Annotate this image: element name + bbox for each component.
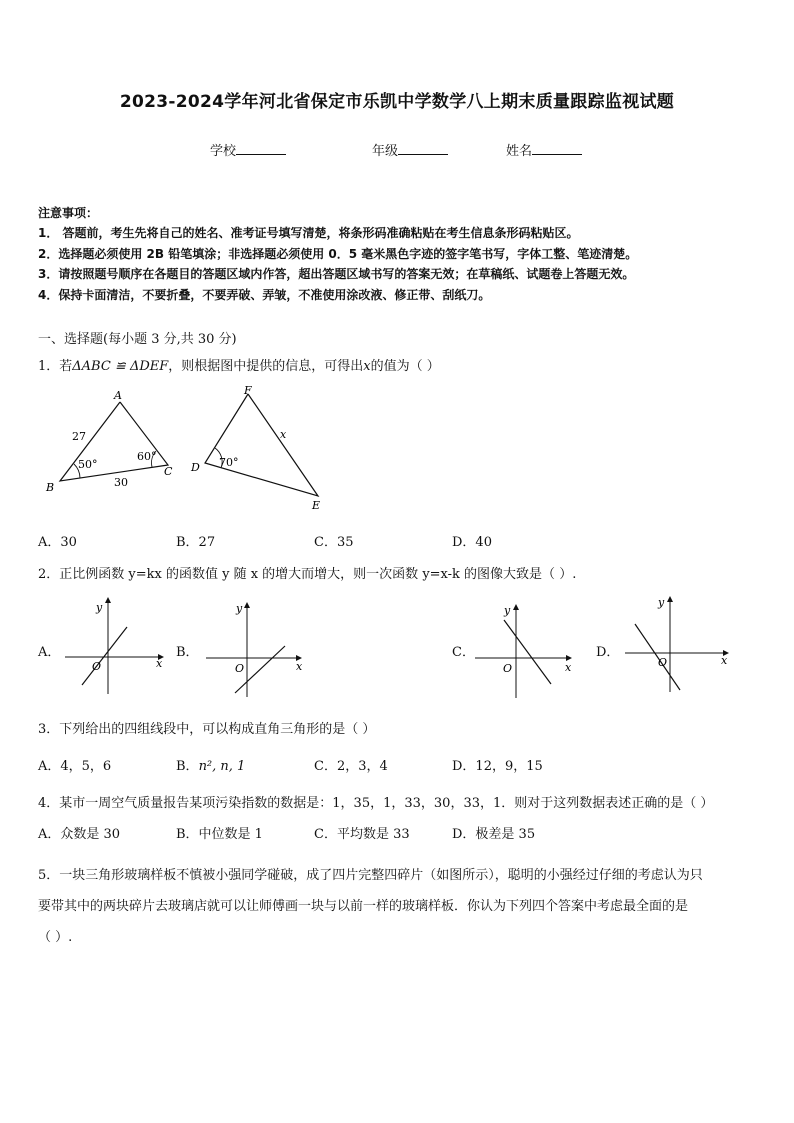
name-label: 姓名: [506, 144, 533, 159]
origin-label: O: [503, 662, 513, 675]
angle-b-label: 50°: [78, 458, 98, 471]
question-4-text: 4．某市一周空气质量报告某项污染指数的数据是：1，35，1，33，30，33，1．则对于这列数据表述正确的是（ ）: [38, 796, 714, 811]
side-fe-label: x: [280, 428, 287, 441]
question-2-text: 2．正比例函数 y=kx 的函数值 y 随 x 的增大而增大，则一次函数 y=x-k 的图像大致是（ ）.: [38, 567, 577, 582]
grade-label: 年级: [372, 144, 399, 159]
side-bc-label: 30: [114, 476, 128, 489]
note-item-4: 4．保持卡面清洁，不要折叠，不要弄破、弄皱，不准使用涂改液、修正带、刮纸刀。: [38, 288, 491, 302]
q2-graph-b: [200, 598, 310, 703]
note-item-2: 2．选择题必须使用 2B 铅笔填涂；非选择题必须使用 0．5 毫米黑色字迹的签字笔书写，字体工整、笔迹清楚。: [38, 247, 638, 261]
q1-text-end: 的值为（ ）: [370, 359, 440, 374]
question-5-line-1: 5．一块三角形玻璃样板不慎被小强同学碰破，成了四片完整四碎片（如图所示），聪明的小强经过仔细的考虑认为只: [38, 868, 703, 883]
axis-y-label: y: [658, 596, 665, 609]
origin-label: O: [235, 662, 245, 675]
q4-option-c[interactable]: C．平均数是 33: [314, 827, 410, 842]
name-blank: [532, 142, 582, 155]
q2-option-c-label[interactable]: C．: [452, 645, 475, 660]
vertex-f-label: F: [244, 384, 252, 397]
q3-option-b-formula: n², n, 1: [198, 759, 246, 774]
q1-option-d[interactable]: D．40: [452, 535, 492, 550]
vertex-a-label: A: [114, 389, 122, 402]
axis-x-label: x: [565, 661, 572, 674]
note-item-1: 1． 答题前，考生先将自己的姓名、准考证号填写清楚，将条形码准确粘贴在考生信息条形码粘贴区。: [38, 226, 579, 240]
side-ab-label: 27: [72, 430, 86, 443]
vertex-b-label: B: [46, 481, 55, 494]
vertex-d-label: D: [191, 461, 200, 474]
grade-field: [372, 140, 448, 159]
axis-y-label: y: [96, 601, 103, 614]
q1-option-a[interactable]: A．30: [38, 535, 77, 550]
school-label: 学校: [210, 144, 237, 159]
vertex-c-label: C: [164, 465, 173, 478]
school-blank: [236, 142, 286, 155]
axis-x-label: x: [156, 657, 163, 670]
notes-heading: 注意事项：: [38, 206, 99, 220]
q4-option-d[interactable]: D．极差是 35: [452, 827, 536, 842]
axis-y-label: y: [236, 602, 243, 615]
q2-graph-c: [470, 598, 580, 703]
q1-formula: ΔABC ≌ ΔDEF: [72, 359, 169, 374]
triangle-abc-figure: [40, 385, 190, 500]
q2-graph-d: [620, 590, 735, 695]
angle-c-label: 60°: [137, 450, 157, 463]
triangle-def-figure: [188, 380, 338, 515]
axis-x-label: x: [296, 660, 303, 673]
question-3-text: 3．下列给出的四组线段中，可以构成直角三角形的是（ ）: [38, 722, 376, 737]
q1-number: 1．若: [38, 359, 73, 374]
q1-option-c[interactable]: C．35: [314, 535, 354, 550]
page-title: 2023-2024学年河北省保定市乐凯中学数学八上期末质量跟踪监视试题: [119, 92, 675, 112]
question-1-text: [38, 355, 440, 374]
q3-option-b-label: B．: [176, 759, 199, 774]
origin-label: O: [658, 656, 668, 669]
q1-var: x: [363, 359, 371, 374]
q1-text-mid: ，则根据图中提供的信息，可得出: [168, 359, 364, 374]
axis-y-label: y: [504, 604, 511, 617]
origin-label: O: [92, 660, 102, 673]
q2-graph-a-line: [82, 627, 127, 685]
q4-option-a[interactable]: A．众数是 30: [38, 827, 121, 842]
q3-option-a[interactable]: A．4，5，6: [38, 759, 112, 774]
school-field: [210, 140, 286, 159]
q4-option-b[interactable]: B．中位数是 1: [176, 827, 263, 842]
q3-option-d[interactable]: D．12，9，15: [452, 759, 543, 774]
name-field: [506, 140, 582, 159]
q3-option-b[interactable]: [176, 755, 245, 774]
section-heading: 一、选择题(每小题 3 分,共 30 分): [38, 332, 237, 347]
q2-option-a-label[interactable]: A．: [38, 645, 61, 660]
angle-d-label: 70°: [219, 456, 239, 469]
question-5-line-2: 要带其中的两块碎片去玻璃店就可以让师傅画一块与以前一样的玻璃样板．你认为下列四个答案中考虑最全面的是: [38, 899, 689, 914]
note-item-3: 3．请按照题号顺序在各题目的答题区域内作答，超出答题区域书写的答案无效；在草稿纸、试题卷上答题无效。: [38, 267, 635, 281]
question-5-line-3: （ ）.: [38, 930, 73, 945]
grade-blank: [398, 142, 448, 155]
q3-option-c[interactable]: C．2，3，4: [314, 759, 388, 774]
q2-option-b-label[interactable]: B．: [176, 645, 199, 660]
vertex-e-label: E: [312, 499, 321, 512]
triangle-def-outline: [205, 394, 318, 496]
q2-option-d-label[interactable]: D．: [596, 645, 620, 660]
axis-x-label: x: [721, 654, 728, 667]
q1-option-b[interactable]: B．27: [176, 535, 216, 550]
q2-graph-a: [60, 595, 170, 700]
